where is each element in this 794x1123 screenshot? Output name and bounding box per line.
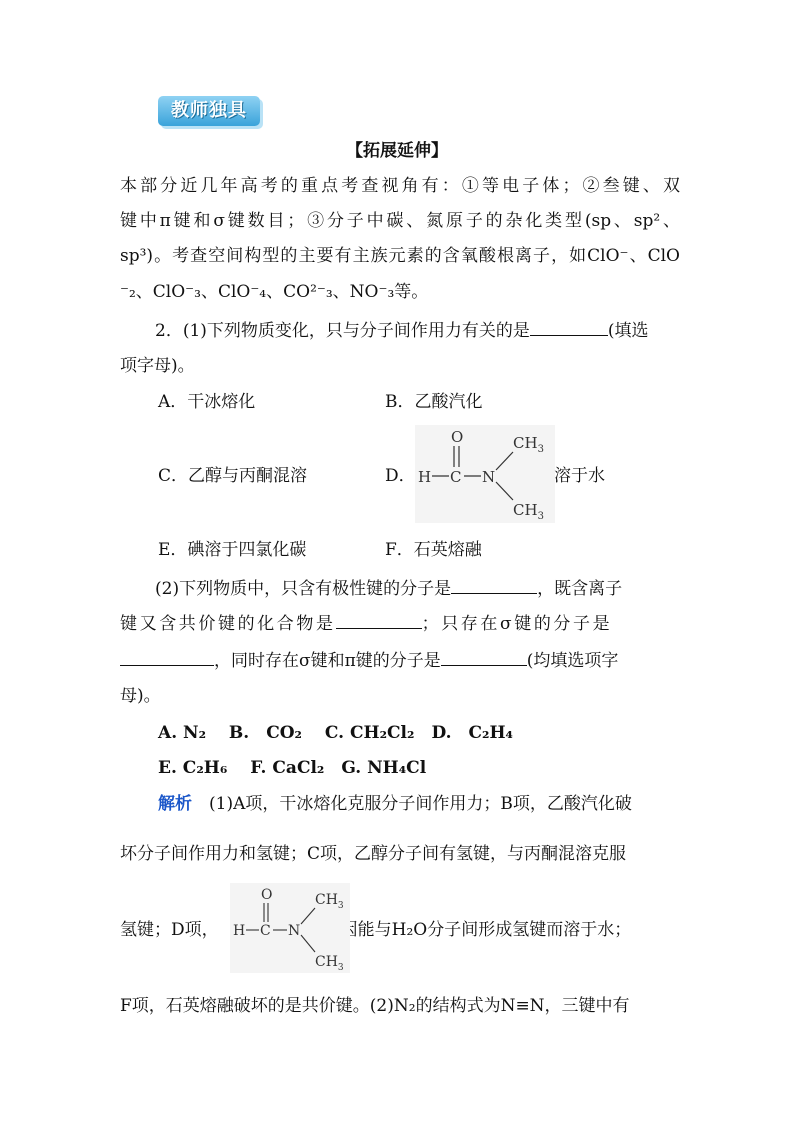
q2-text-a1: (2)下列物质中，只含有极性键的分子是 — [155, 579, 452, 599]
option-c: C．乙醇与丙酮混溶 — [158, 466, 308, 486]
methyl-group-bottom: $CH_3$ — [513, 501, 544, 522]
carbon-atom: C — [450, 468, 462, 486]
question-2-1-stem — [155, 319, 675, 342]
oxygen-atom: O — [261, 887, 273, 903]
analysis-text-1: (1)A项，干冰熔化克服分子间作用力；B项，乙酸汽化破 — [209, 794, 632, 814]
q2-text-b2: ；只存在σ键的分子是 — [421, 614, 613, 634]
carbon-atom: C — [260, 923, 271, 939]
methyl-group-top: $CH_3$ — [513, 434, 544, 455]
analysis-text-3b: 因能与H₂O分子间形成氢键而溶于水； — [340, 920, 632, 940]
hydrogen-atom: H — [418, 468, 432, 486]
methyl-group-bottom: $CH_3$ — [315, 954, 344, 973]
q2-options-row-1: A. N₂ B. CO₂ C. CH₂Cl₂ D. C₂H₄ — [158, 723, 513, 743]
option-b: B．乙酸汽化 — [385, 392, 483, 412]
section-heading: 【拓展延伸】 — [346, 141, 448, 161]
analysis-line-1 — [158, 793, 678, 815]
analysis-line-2: 坏分子间作用力和氢键；C项，乙醇分子间有氢键，与丙酮混溶克服 — [120, 844, 627, 864]
oxygen-atom: O — [451, 428, 464, 446]
q2-options-row-2: E. C₂H₆ F. CaCl₂ G. NH₄Cl — [158, 758, 427, 778]
question-2-2-line-1 — [155, 577, 675, 600]
analysis-line-4: F项，石英熔融破坏的是共价键。(2)N₂的结构式为N≡N，三键中有 — [120, 996, 630, 1016]
question-2-1-stem-cont: 项字母)。 — [120, 356, 195, 376]
option-d-suffix: 溶于水 — [554, 466, 605, 486]
answer-blank-sigma-pi[interactable] — [441, 649, 527, 666]
stem-text-end: (填选 — [607, 321, 649, 341]
question-2-2-line-2 — [120, 612, 680, 635]
option-d: D． — [385, 466, 416, 486]
intro-line-3: sp³)。考查空间构型的主要有主族元素的含氧酸根离子，如ClO⁻、ClO — [120, 246, 680, 266]
methyl-group-top: $CH_3$ — [315, 892, 344, 911]
q2-text-a2: ，既含离子 — [537, 579, 623, 599]
analysis-line-3 — [120, 919, 680, 941]
question-2-2-line-4: 母)。 — [120, 686, 161, 706]
dmf-structure-diagram-analysis — [230, 883, 350, 973]
hydrogen-atom: H — [233, 923, 246, 939]
intro-line-1: 本部分近几年高考的重点考查视角有：①等电子体；②叁键、双 — [120, 176, 680, 196]
nitrogen-atom: N — [482, 468, 496, 486]
answer-blank[interactable] — [530, 319, 608, 336]
question-2-2-line-3 — [120, 649, 680, 672]
q2-text-c2: (均填选项字 — [526, 651, 619, 671]
badge-label: 教师独具 — [171, 100, 247, 121]
teacher-exclusive-badge — [158, 96, 260, 126]
analysis-label: 解析 — [158, 794, 192, 814]
analysis-text-3a: 氢键；D项， — [120, 920, 219, 940]
intro-line-4: ⁻₂、ClO⁻₃、ClO⁻₄、CO²⁻₃、NO⁻₃等。 — [120, 282, 429, 302]
nitrogen-atom: N — [288, 923, 301, 939]
intro-line-2: 键中π键和σ键数目；③分子中碳、氮原子的杂化类型(sp、sp²、 — [120, 211, 680, 231]
q2-text-c1: ，同时存在σ键和π键的分子是 — [214, 651, 441, 671]
q2-text-b1: 键又含共价键的化合物是 — [120, 614, 336, 634]
answer-blank-polar[interactable] — [451, 577, 537, 594]
stem-text: 2．(1)下列物质变化，只与分子间作用力有关的是 — [155, 321, 530, 341]
option-e: E．碘溶于四氯化碳 — [158, 540, 307, 560]
answer-blank-ionic[interactable] — [336, 612, 422, 629]
option-f: F．石英熔融 — [385, 540, 482, 560]
answer-blank-sigma[interactable] — [120, 649, 214, 666]
option-a: A．干冰熔化 — [158, 392, 256, 412]
dmf-structure-diagram — [415, 425, 555, 523]
